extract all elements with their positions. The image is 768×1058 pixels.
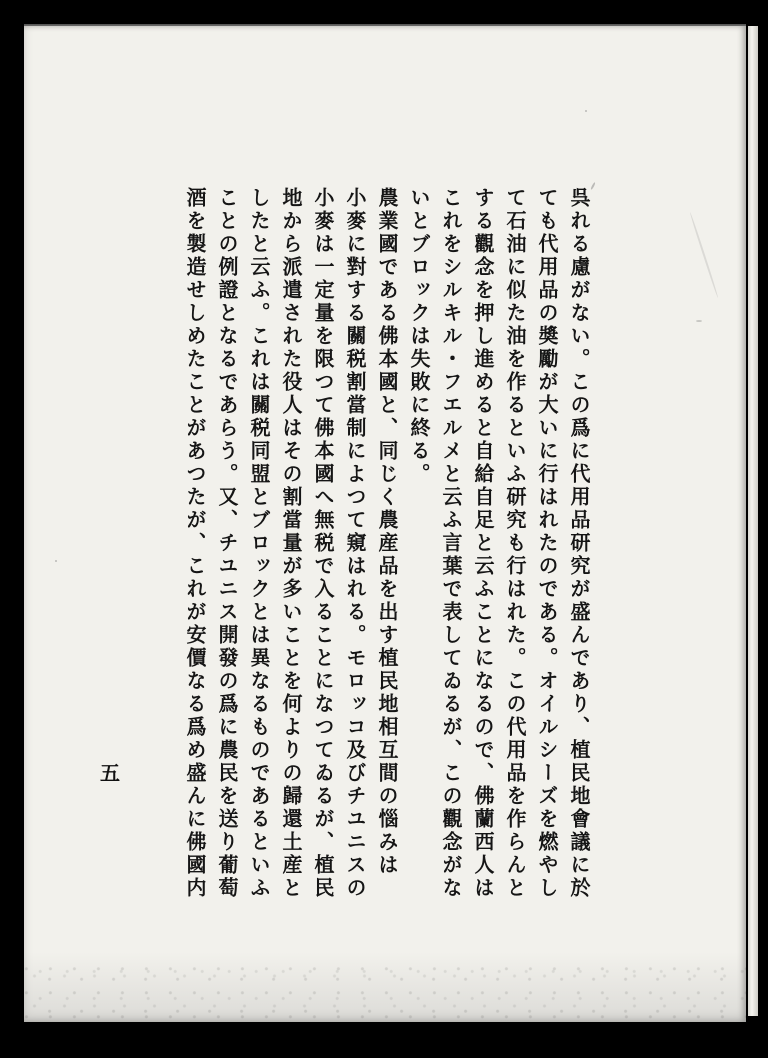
text-line-8: 小麥に對する關税割當制によつて窺はれる。モロッコ及びチユニスの <box>343 187 367 900</box>
text-line-3: て石油に似た油を作るといふ研究も行はれた。この代用品を作らんと <box>503 187 527 900</box>
text-line-7: 農業國である佛本國と、同じく農産品を出す植民地相互間の惱みは <box>375 187 399 877</box>
text-line-13: 酒を製造せしめたことがあつたが、これが安價なる爲め盛んに佛國内 <box>183 187 207 900</box>
ink-speck <box>696 320 702 322</box>
text-line-11: したと云ふ。これは關税同盟とブロックとは異なるものであるといふ <box>247 187 271 900</box>
text-line-2: ても代用品の奬勵が大いに行はれたのである。オイルシーズを燃やし <box>535 187 559 900</box>
text-line-1: 呉れる慮がない。この爲に代用品研究が盛んであり、植民地會議に於 <box>567 187 591 900</box>
ink-speck <box>585 110 587 112</box>
page-side-edge <box>748 26 758 1016</box>
page-number: 五 <box>100 761 120 785</box>
text-line-10: 地から派遣された役人はその割當量が多いことを何よりの歸還土産と <box>279 187 303 900</box>
text-line-9: 小麥は一定量を限つて佛本國へ無税で入ることになつてゐるが、植民 <box>311 187 335 900</box>
page-bottom-noise <box>24 952 746 1022</box>
text-line-6: いとブロックは失敗に終る。 <box>407 187 431 486</box>
text-line-12: ことの例證となるであらう。又、チユニス開發の爲に農民を送り葡萄 <box>215 187 239 900</box>
ink-speck <box>55 560 57 562</box>
text-line-5: これをシルキル・フエルメと云ふ言葉で表してゐるが、この觀念がな <box>439 187 463 900</box>
vertical-text-block <box>181 187 590 947</box>
text-line-4: する觀念を押し進めると自給自足と云ふことになるので、佛蘭西人は <box>471 187 495 900</box>
